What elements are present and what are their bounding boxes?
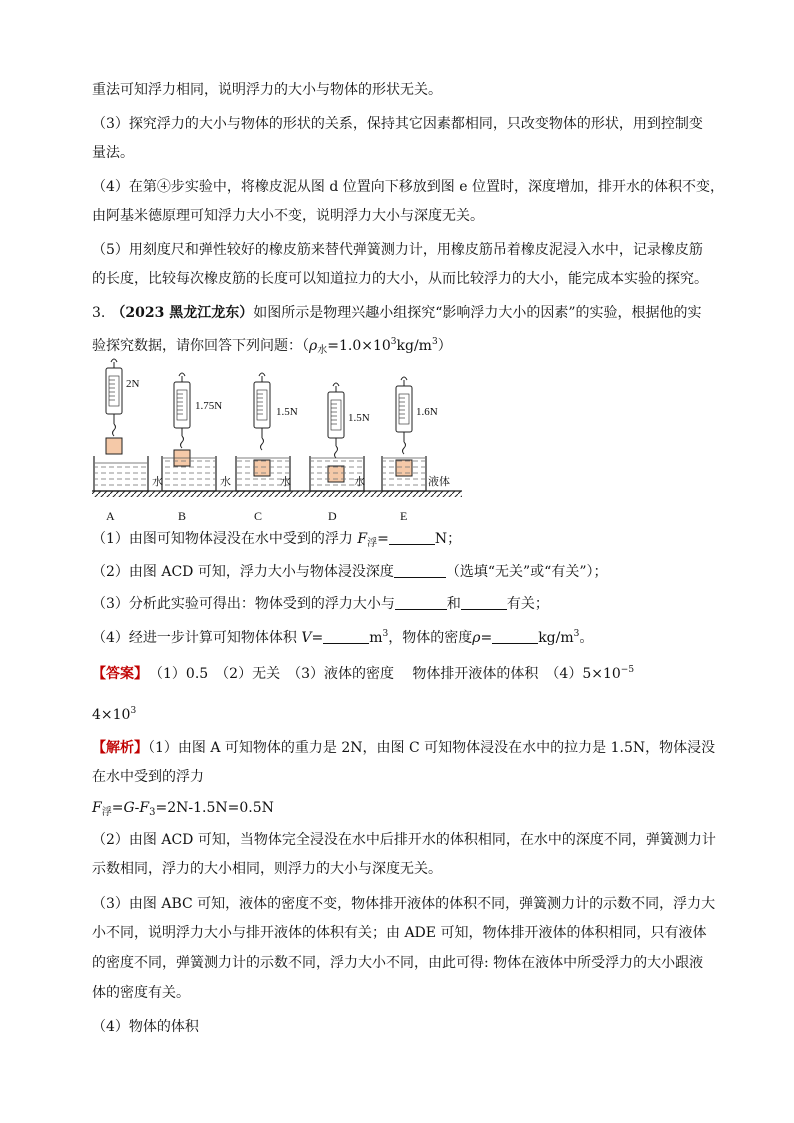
question-source: （2023 黑龙江龙东）: [111, 305, 254, 321]
liquid-label-c: 水: [280, 476, 291, 488]
liquid-label-b: 水: [220, 476, 231, 488]
superscript: 3: [382, 629, 389, 639]
question-text: 如图所示是物理兴趣小组探究“影响浮力大小的因素”的实验，根据他的实: [253, 305, 702, 321]
answer-text: （1）0.5 （2）无关 （3）液体的密度 物体排开液体的体积 （4）5×10: [156, 666, 621, 682]
superscript: 3: [573, 629, 580, 639]
analysis-line: [92, 737, 716, 759]
text-line: 的密度不同，弹簧测力计的示数不同，浮力大小不同，由此可得: 物体在液体中所受浮力的大小跟液: [92, 955, 704, 971]
text: =: [311, 630, 324, 646]
liquid-label-a: 水: [152, 476, 163, 488]
analysis-text: （1）由图 A 可知物体的重力是 2N，由图 C 可知物体浸没在水中的拉力是 1.5N，物体浸没: [148, 740, 716, 756]
symbol-f: F: [92, 800, 102, 816]
text-line: （4）在第④步实验中，将橡皮泥从图 d 位置向下移放到图 e 位置时，深度增加，排开水的体积不变，: [92, 179, 724, 195]
text-line: （3）由图 ABC 可知，液体的密度不变，物体排开液体的体积不同，弹簧测力计的示数不同，浮力大: [92, 896, 716, 912]
setup-b: [162, 373, 231, 523]
symbol-v: V: [301, 630, 312, 646]
text: （1）由图可知物体浸没在水中受到的浮力: [92, 531, 358, 547]
reading-b: 1.75N: [195, 400, 223, 412]
text: =: [480, 630, 493, 646]
rho-symbol: ρ: [472, 630, 481, 646]
experiment-figure: [92, 350, 472, 532]
text: ，物体的密度: [388, 630, 473, 646]
answer-text: 4×10: [92, 707, 131, 723]
superscript: 3: [130, 706, 137, 716]
setup-c: [236, 373, 298, 523]
answer-line: [92, 659, 704, 685]
subscript: 3: [149, 807, 156, 818]
symbol-f: F: [139, 800, 150, 816]
question-3-line1: [92, 302, 704, 324]
answer-blank[interactable]: [389, 530, 435, 545]
reading-e: 1.6N: [416, 406, 438, 418]
text-line: 示数相同，浮力的大小相同，则浮力的大小与深度无关。: [92, 861, 442, 877]
figure-label-e: E: [400, 509, 408, 523]
text: （3）分析此实验可得出：物体受到的浮力大小与: [92, 596, 395, 612]
text-line: （5）用刻度尺和弹性较好的橡皮筋来替代弹簧测力计，用橡皮筋吊着橡皮泥浸入水中，记录橡皮筋: [92, 242, 703, 258]
text-line: 由阿基米德原理可知浮力大小不变，说明浮力大小与深度无关。: [92, 208, 484, 224]
answer-blank[interactable]: [323, 629, 369, 644]
rho-symbol: ρ: [309, 338, 318, 354]
superscript: 3: [431, 337, 438, 347]
text: m: [369, 630, 383, 646]
text-line: 小不同，说明浮力大小与排开液体的体积有关；由 ADE 可知，物体排开液体的体积相同，只有液体: [92, 925, 707, 941]
text-line: （3）探究浮力的大小与物体的形状的关系，保持其它因素都相同，只改变物体的形状，用到控制变: [92, 116, 703, 132]
sub-question-1: [92, 528, 704, 555]
answer-blank[interactable]: [461, 595, 507, 610]
question-text: ）: [437, 338, 452, 354]
question-text: =1.0×10: [327, 338, 391, 354]
text: 和: [446, 596, 461, 612]
formula-line: [92, 797, 704, 824]
text: =: [111, 800, 124, 816]
text-line: （4）物体的体积: [92, 1019, 199, 1035]
subscript: 浮: [101, 807, 112, 818]
figure-label-b: B: [178, 509, 187, 523]
setup-a: [94, 359, 163, 523]
figure-label-c: C: [254, 509, 263, 523]
experiment-diagram: [92, 350, 472, 528]
sub-question-3: [92, 593, 704, 615]
superscript: 3: [390, 337, 397, 347]
reading-a: 2N: [126, 378, 140, 390]
text-line: 在水中受到的浮力: [92, 769, 204, 785]
subscript: 水: [317, 345, 328, 356]
reading-d: 1.5N: [348, 412, 370, 424]
sub-question-4: [92, 623, 704, 649]
figure-label-a: A: [106, 509, 115, 523]
text-line: 量法。: [92, 145, 134, 161]
text-line: 的长度，比较每次橡皮筋的长度可以知道拉力的大小，从而比较浮力的大小，能完成本实验的探究。: [92, 271, 708, 287]
setup-e: [382, 377, 450, 523]
reading-c: 1.5N: [276, 406, 298, 418]
text: kg/m: [538, 630, 574, 646]
answer-label: 【答案】: [92, 666, 148, 682]
sub-question-2: [92, 561, 704, 583]
liquid-label-d: 水: [354, 476, 365, 488]
question-number: 3.: [92, 305, 106, 321]
question-text: 验探究数据，请你回答下列问题：（: [92, 338, 309, 354]
answer-blank[interactable]: [395, 595, 447, 610]
text: 。: [579, 630, 594, 646]
symbol-f: F: [357, 531, 368, 547]
figure-label-d: D: [328, 509, 337, 523]
text: 有关；: [506, 596, 549, 612]
superscript: −5: [620, 665, 635, 675]
subscript: 浮: [367, 538, 378, 549]
answer-blank[interactable]: [492, 629, 538, 644]
answer-blank[interactable]: [394, 563, 446, 578]
text-line: 重法可知浮力相同，说明浮力的大小与物体的形状无关。: [92, 82, 442, 98]
liquid-label-e: 液体: [428, 476, 450, 488]
text-line: 体的密度有关。: [92, 985, 190, 1001]
text: =2N-1.5N=0.5N: [155, 800, 274, 816]
symbol-g: G: [123, 800, 135, 816]
text: N；: [434, 531, 462, 547]
text: （2）由图 ACD 可知，浮力大小与物体浸没深度: [92, 564, 394, 580]
answer-line-2: [92, 700, 704, 726]
analysis-label: 【解析】: [92, 740, 148, 756]
text: （选填“无关”或“有关”）；: [445, 564, 608, 580]
setup-d: [310, 383, 370, 523]
text: =: [377, 531, 389, 547]
text-line: （2）由图 ACD 可知，当物体完全浸没在水中后排开水的体积相同，在水中的深度不同，弹簧测力计: [92, 832, 716, 848]
text: （4）经进一步计算可知物体体积: [92, 630, 302, 646]
text: -: [134, 800, 140, 816]
question-text: kg/m: [396, 338, 432, 354]
